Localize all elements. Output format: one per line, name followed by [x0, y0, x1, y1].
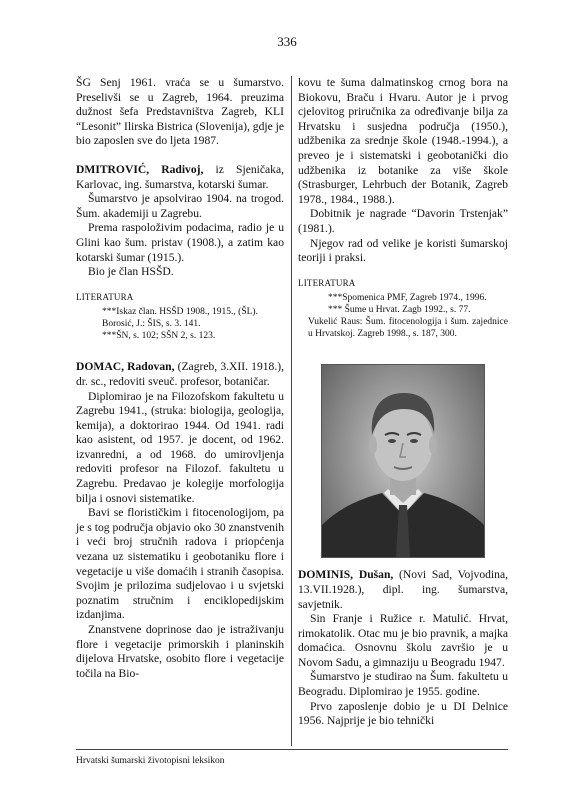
literature-list: [76, 306, 284, 342]
entry-dmitrovic: [76, 163, 284, 342]
entry-paragraph: Sin Franje i Ružice r. Matulić. Hrvat, rimokatolik. Otac mu je bio pravnik, a majka domaćica. Osnovnu školu završio je u Novom Sadu, a gimnaziju u Beogradu 1947.: [298, 612, 508, 669]
entry-heading: [298, 568, 508, 612]
entry-intro: (Zagreb, 3.XII. 1918.), dr. sc., redoviti sveuč. profesor, botaničar.: [76, 360, 284, 388]
continuation-text: kovu te šuma dalmatinskog crnog bora na Biokovu, Braču i Hvaru. Autor je i prvog cjelovitog priručnika za određivanje bilja za Hrvatsku i susjedna područja (1950.), udžbenika za srednje škole (1948.-1994.), a preveo je i sistematski i geobotanički dio udžbenika iz botanike za više škole (Strasburger, Lehrbuch der Botanik, Zagreb 1978., 1984., 1988.).: [298, 76, 508, 206]
literature-item: Vukelić Raus: Šum. fitocenologija i šum. zajednice u Hrvatskoj. Zagreb 1998., s. 187, 300.: [308, 317, 508, 340]
literature-item: ***ŠN, s. 102; SŠN 2, s. 123.: [102, 331, 216, 342]
literature-item: ***Spomenica PMF, Zagreb 1974., 1996.: [328, 293, 487, 304]
portrait-illustration: [322, 365, 484, 557]
entry-name: DOMINIS, Dušan,: [298, 568, 394, 582]
literature-item: ***Iskaz član. HSŠD 1908., 1915., (ŠL).: [102, 307, 258, 318]
entry-dominis: [298, 568, 508, 729]
entry-domac: [76, 360, 284, 681]
entry-paragraph: Diplomirao je na Filozofskom fakultetu u Zagrebu 1941., (struka: biologija, geologija, kemija), a doktorirao 1944. Od 1941. radi kao asistent, od 1957. je docent, od 1962. izvanredni, a od 1968. do umirovljenja redoviti profesor na Filozof. fakultetu u Zagrebu. Predavao je kolegije morfologija bilja i osnovi sistematike.: [76, 389, 284, 505]
left-column: [76, 76, 284, 681]
portrait-photo: [321, 364, 485, 558]
entry-intro: (Novi Sad, Vojvodina, 13.VII.1928.), dipl. ing. šumarstva, savjetnik.: [298, 568, 508, 611]
entry-heading: [76, 360, 284, 389]
literature-item: *** Šume u Hrvat. Zagb 1992., s. 77.: [328, 305, 471, 316]
entry-paragraph: Šumarstvo je studirao na Šum. fakultetu u Beogradu. Diplomirao je 1955. godine.: [298, 670, 508, 699]
entry-paragraph: Znanstvene doprinose dao je istraživanju flore i vegetacije primorskih i planinskih dijelova Hrvatske, osobito flore i vegetacije točila na Bio-: [76, 623, 284, 680]
entry-paragraph: Bavi se florističkim i fitocenologijom, pa je s tog područja objavio oko 30 znanstvenih i veći broj stručnih radova i priopćenja vezana uz sistematiku i geobotaniku flore i vegetacije u više domaćih i stranih časopisa. Svojim je prilozima sudjelovao i u svjetski poznatim stručnim i enciklopedijskim izdanjima.: [76, 506, 284, 622]
continuation-text: ŠG Senj 1961. vraća se u šumarstvo. Preselivši se u Zagreb, 1964. preuzima dužnost šefa Predstavništva Zagreb, KLI “Lesonit” Ilirska Bistrica (Slovenija), gdje je bio zaposlen sve do ljeta 1987.: [76, 76, 284, 148]
literature-list: [298, 292, 508, 340]
continuation-text: Njegov rad od velike je koristi šumarskoj teoriji i praksi.: [298, 236, 508, 265]
continuation-text: Dobitnik je nagrade “Davorin Trstenjak” (1981.).: [298, 207, 508, 235]
footer-divider: [76, 749, 508, 750]
entry-paragraph: Prema raspoloživim podacima, radio je u Glini kao šum. pristav (1908.), a zatim kao kotarski šumar (1915.).: [76, 221, 284, 264]
literature-label: LITERATURA: [298, 277, 356, 288]
literature-item: Borosić, J.: ŠIS, s. 3. 141.: [102, 319, 201, 330]
entry-paragraph: Prvo zaposlenje dobio je u DI Delnice 1956. Najprije je bio tehnički: [298, 699, 508, 728]
right-column: [298, 76, 508, 729]
entry-name: DOMAC, Radovan,: [76, 360, 175, 374]
literature-label: LITERATURA: [76, 291, 134, 302]
entry-paragraph: Bio je član HSŠD.: [88, 265, 174, 279]
entry-heading: [76, 163, 284, 192]
footer-title: Hrvatski šumarski životopisni leksikon: [76, 756, 225, 766]
entry-paragraph: Šumarstvo je apsolvirao 1904. na trogod. Šum. akademiji u Zagrebu.: [76, 192, 284, 220]
column-divider: [291, 76, 292, 746]
entry-name: DMITROVIĆ, Radivoj,: [76, 162, 204, 176]
page-number: 336: [277, 34, 297, 49]
entry-intro: iz Sjeničaka, Karlovac, ing. šumarstva, kotarski šumar.: [76, 162, 284, 191]
